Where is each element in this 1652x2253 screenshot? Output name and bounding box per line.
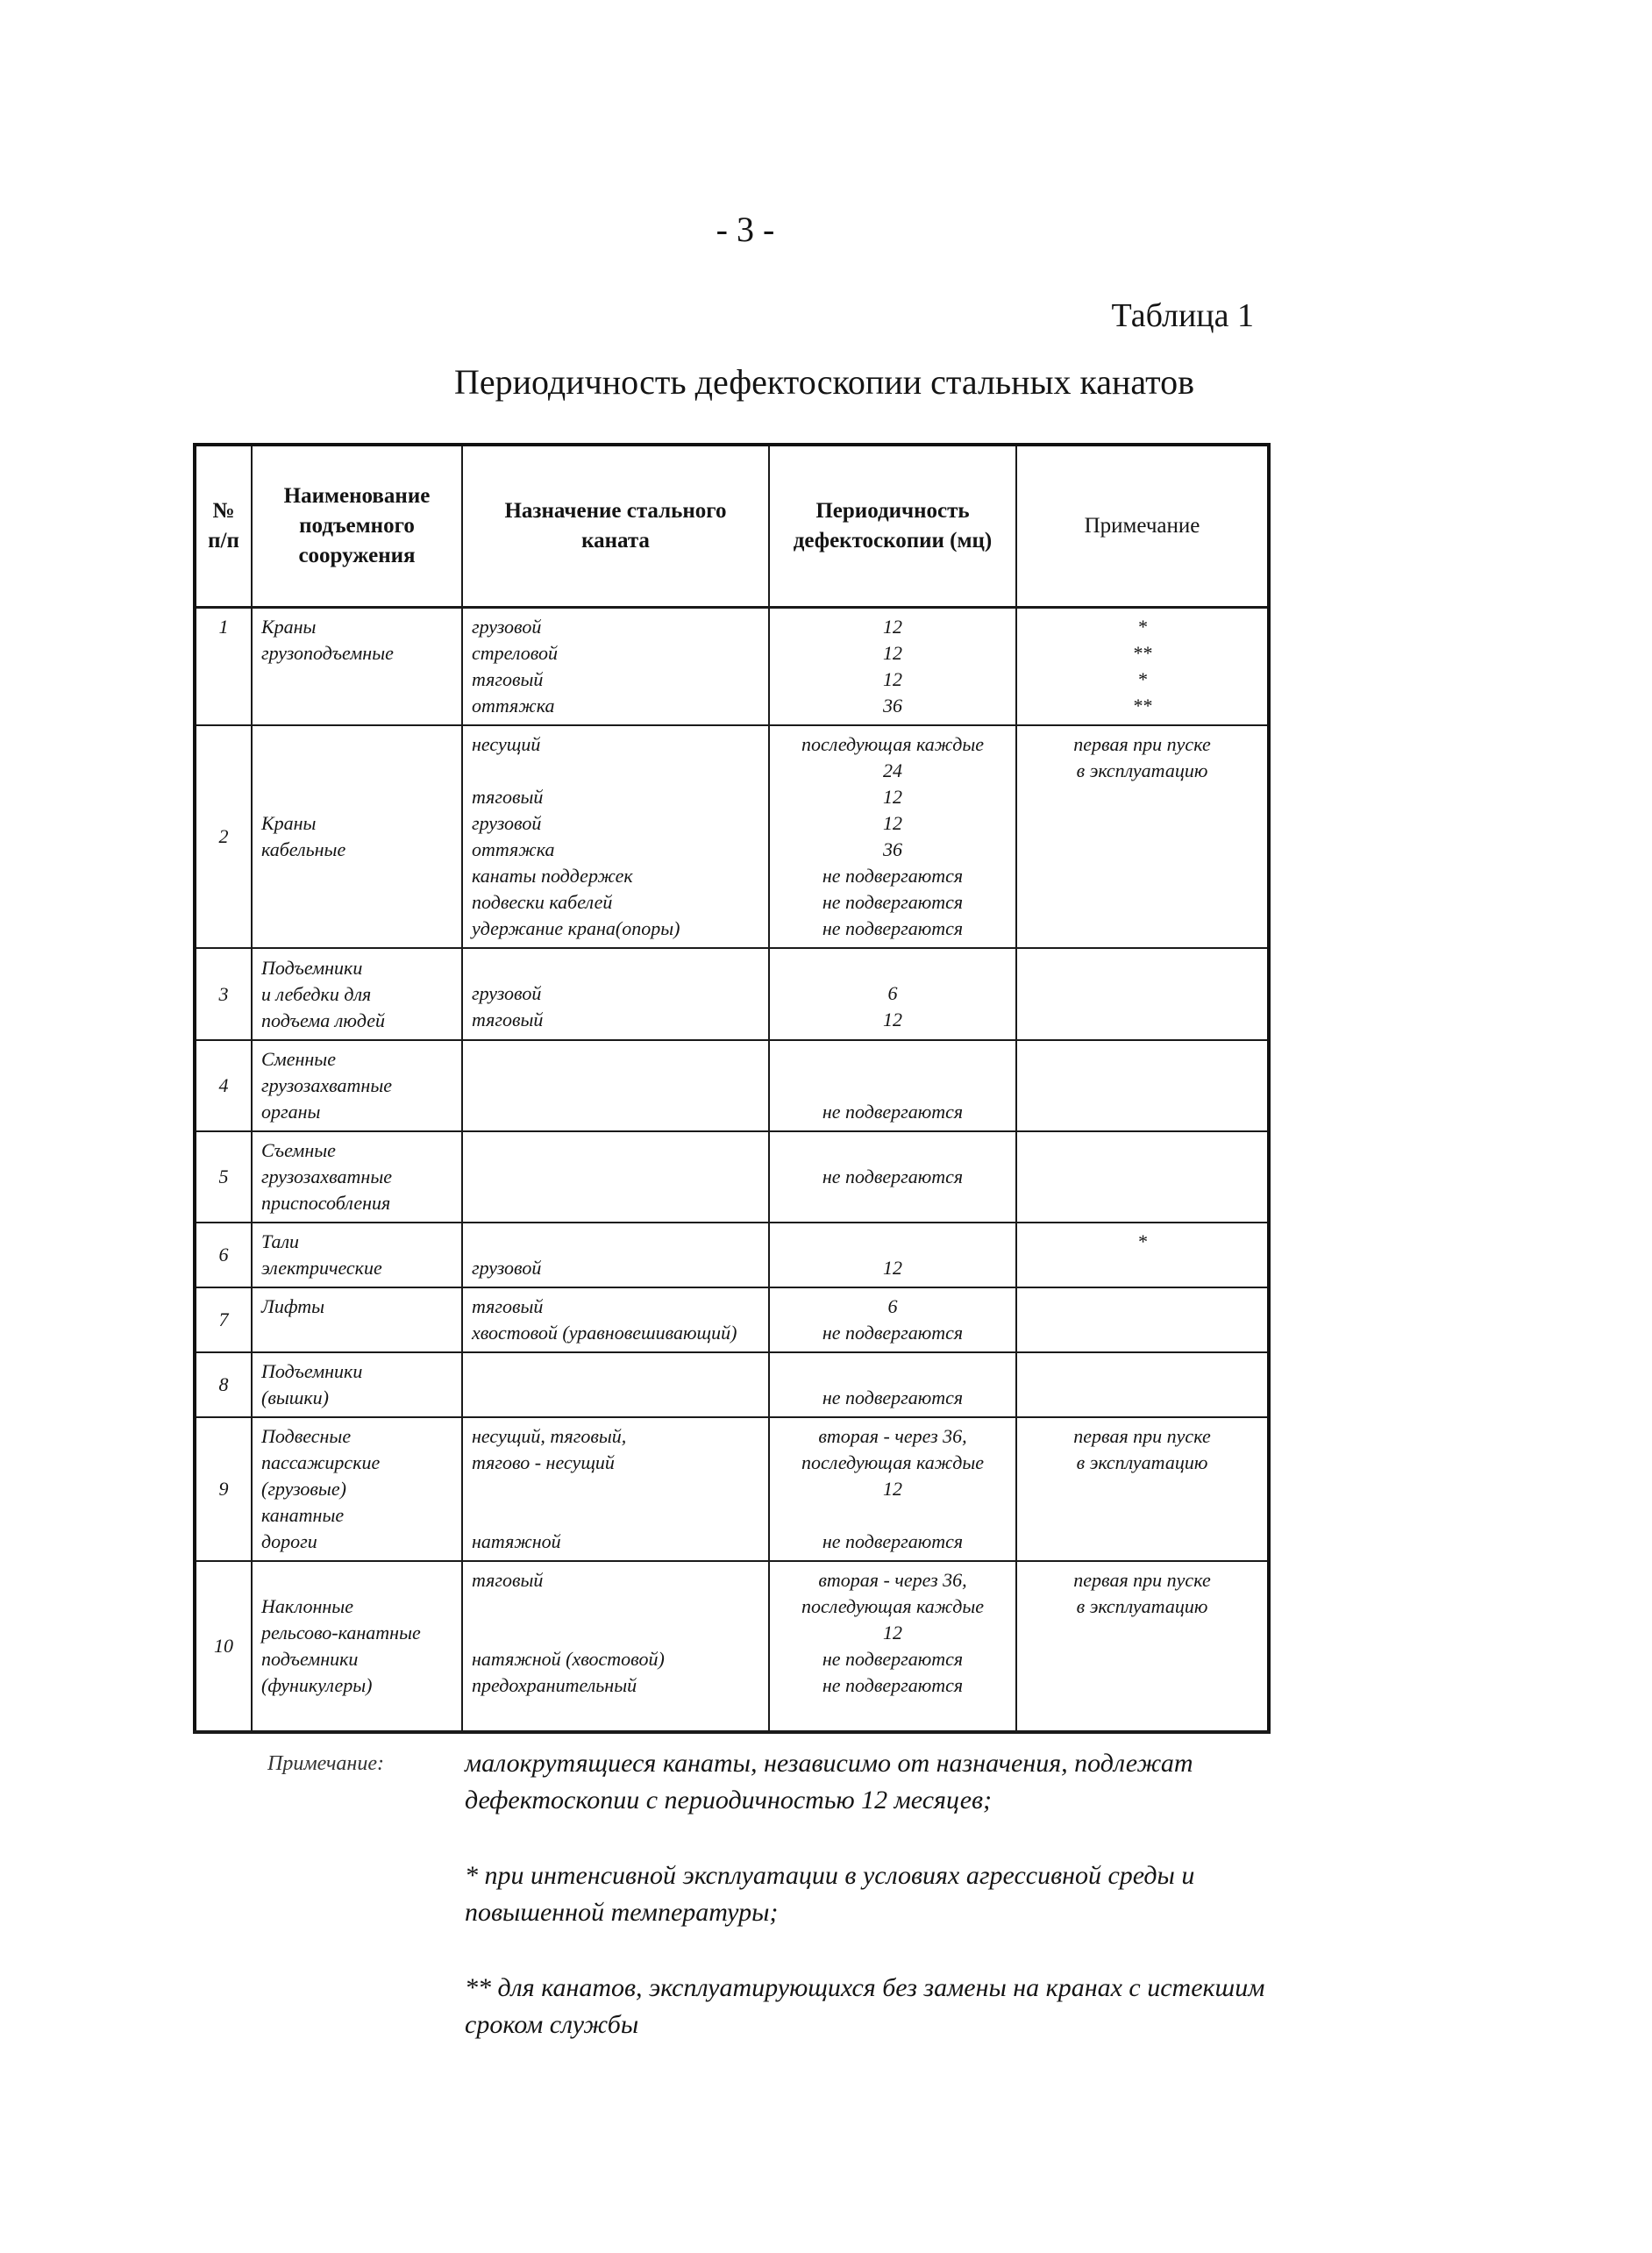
- rope-purpose-line: оттяжка: [472, 838, 555, 860]
- inspection-period-line: не подвергаются: [822, 1166, 964, 1187]
- table-row: [195, 1131, 1269, 1223]
- row-number: 7: [195, 1287, 252, 1352]
- row-note-line: первая при пуске: [1073, 1569, 1211, 1591]
- crane-name-line: Лифты: [261, 1295, 325, 1317]
- crane-name: [252, 1417, 462, 1561]
- rope-purpose-line: тяговый: [472, 786, 544, 808]
- inspection-period-line: 12: [883, 1478, 902, 1500]
- rope-purpose-line: канаты поддержек: [472, 865, 633, 887]
- inspection-period-line: [779, 1502, 1007, 1529]
- rope-purpose-line: хвостовой (уравновешивающий): [472, 1322, 737, 1344]
- crane-name-line: канатные: [261, 1504, 345, 1526]
- rope-purpose-line: тяговый: [472, 668, 544, 690]
- crane-name-line: грузоподъемные: [261, 642, 394, 664]
- rope-purpose-line: тягово - несущий: [472, 1451, 615, 1473]
- crane-name-line: приспособления: [261, 1192, 391, 1214]
- header-name: Наименование подъемного сооружения: [252, 445, 462, 608]
- table-row: [195, 1352, 1269, 1417]
- inspection-period-line: 12: [883, 1009, 902, 1030]
- row-note-line: в эксплуатацию: [1076, 1595, 1208, 1617]
- crane-name-line: и лебедки для: [261, 982, 372, 1005]
- rope-purpose-line: грузовой: [472, 1257, 542, 1279]
- crane-name: [252, 608, 462, 726]
- crane-name-line: (фуникулеры): [261, 1674, 373, 1696]
- rope-purpose: [462, 1287, 769, 1352]
- crane-name-line: (вышки): [261, 1387, 329, 1408]
- table-header-row: [195, 445, 1269, 608]
- crane-name-line: Сменные: [261, 1048, 336, 1070]
- row-note: [1016, 1223, 1269, 1287]
- inspection-period-line: [779, 1358, 1007, 1385]
- row-note: [1016, 1352, 1269, 1417]
- inspection-period-line: 36: [883, 838, 902, 860]
- rope-purpose: [462, 1417, 769, 1561]
- rope-purpose-line: грузовой: [472, 616, 542, 638]
- crane-name: [252, 1131, 462, 1223]
- rope-purpose-line: [472, 1593, 759, 1620]
- footnote-3: ** для канатов, эксплуатирующихся без замены на кранах с истекшим сроком службы: [465, 1973, 1265, 2039]
- row-note-line: **: [1132, 695, 1152, 717]
- inspection-period-line: 12: [883, 642, 902, 664]
- inspection-period: [769, 1561, 1016, 1732]
- rope-purpose-line: грузовой: [472, 982, 542, 1004]
- crane-name-line: подъема людей: [261, 1009, 385, 1031]
- inspection-period: [769, 1417, 1016, 1561]
- rope-purpose-line: [472, 758, 759, 784]
- row-note: [1016, 1417, 1269, 1561]
- row-note: [1016, 948, 1269, 1040]
- rope-purpose-line: несущий: [472, 733, 541, 755]
- row-number: 9: [195, 1417, 252, 1561]
- inspection-period-line: 12: [883, 616, 902, 638]
- rope-purpose-line: [472, 1476, 759, 1502]
- inspection-period: [769, 725, 1016, 948]
- crane-name-line: пассажирские: [261, 1451, 381, 1473]
- row-note-line: в эксплуатацию: [1076, 1451, 1208, 1473]
- rope-purpose: [462, 725, 769, 948]
- row-note-line: первая при пуске: [1073, 733, 1211, 755]
- row-note: [1016, 1561, 1269, 1732]
- crane-name-line: Подвесные: [261, 1425, 352, 1447]
- rope-purpose-line: предохранительный: [472, 1674, 637, 1696]
- table-row: [195, 1040, 1269, 1131]
- rope-purpose-line: тяговый: [472, 1569, 544, 1591]
- crane-name: [252, 1287, 462, 1352]
- crane-name-line: Подъемники: [261, 956, 363, 979]
- rope-purpose: [462, 1223, 769, 1287]
- crane-name-line: грузозахватные: [261, 1074, 392, 1096]
- inspection-period-line: 36: [883, 695, 902, 717]
- table-label: Таблица 1: [1111, 297, 1254, 334]
- row-number: 2: [195, 725, 252, 948]
- rope-purpose-line: [472, 1502, 759, 1529]
- crane-name: [252, 1352, 462, 1417]
- inspection-period: [769, 1223, 1016, 1287]
- rope-purpose-line: оттяжка: [472, 695, 555, 717]
- row-note-line: **: [1132, 642, 1152, 664]
- row-number: 10: [195, 1561, 252, 1732]
- row-note: [1016, 1131, 1269, 1223]
- row-note-line: *: [1137, 616, 1147, 638]
- rope-purpose-line: тяговый: [472, 1295, 544, 1317]
- header-num: № п/п: [195, 445, 252, 608]
- row-note-line: первая при пуске: [1073, 1425, 1211, 1447]
- table-row: [195, 1417, 1269, 1561]
- document-title: Периодичность дефектоскопии стальных канатов: [453, 362, 1194, 402]
- inspection-period: [769, 1040, 1016, 1131]
- footnote-2: * при интенсивной эксплуатации в условиях агрессивной среды и повышенной температуры;: [465, 1861, 1195, 1927]
- row-number: 1: [195, 608, 252, 726]
- inspection-period-line: [779, 1137, 1007, 1164]
- table-row: [195, 1287, 1269, 1352]
- row-number: 3: [195, 948, 252, 1040]
- inspection-period-line: последующая каждые: [801, 1595, 985, 1617]
- crane-name: [252, 725, 462, 948]
- inspection-period-line: [779, 1073, 1007, 1099]
- inspection-period-line: не подвергаются: [822, 1648, 964, 1670]
- inspection-period-line: не подвергаются: [822, 1674, 964, 1696]
- row-note: [1016, 1287, 1269, 1352]
- crane-name-line: дороги: [261, 1530, 317, 1552]
- rope-purpose: [462, 1352, 769, 1417]
- inspection-period-line: не подвергаются: [822, 891, 964, 913]
- inspection-period: [769, 608, 1016, 726]
- crane-name-line: органы: [261, 1101, 321, 1123]
- inspection-period: [769, 1287, 1016, 1352]
- row-note: [1016, 1040, 1269, 1131]
- inspection-period-line: 12: [883, 668, 902, 690]
- crane-name-line: кабельные: [261, 838, 346, 860]
- crane-name: [252, 948, 462, 1040]
- rope-purpose-line: [472, 1229, 759, 1255]
- inspection-period-line: 6: [887, 1295, 898, 1317]
- inspection-period-line: [779, 1046, 1007, 1073]
- rope-purpose: [462, 608, 769, 726]
- inspection-period-line: последующая каждые: [801, 1451, 985, 1473]
- rope-purpose: [462, 1561, 769, 1732]
- table-row: [195, 948, 1269, 1040]
- inspection-period: [769, 948, 1016, 1040]
- inspection-period: [769, 1352, 1016, 1417]
- inspection-period-line: 12: [883, 812, 902, 834]
- inspection-period-line: не подвергаются: [822, 1101, 964, 1123]
- row-number: 5: [195, 1131, 252, 1223]
- row-note: [1016, 608, 1269, 726]
- crane-name-line: Наклонные: [261, 1595, 353, 1617]
- inspection-period-line: [779, 1229, 1007, 1255]
- crane-name-line: Съемные: [261, 1139, 336, 1161]
- row-number: 4: [195, 1040, 252, 1131]
- inspection-period-line: 12: [883, 1257, 902, 1279]
- header-note: Примечание: [1016, 445, 1269, 608]
- inspection-period-line: вторая - через 36,: [818, 1425, 967, 1447]
- inspection-period-line: 12: [883, 786, 902, 808]
- inspection-period: [769, 1131, 1016, 1223]
- rope-purpose-line: удержание крана(опоры): [472, 917, 680, 939]
- rope-purpose-line: подвески кабелей: [472, 891, 613, 913]
- rope-purpose-line: натяжной (хвостовой): [472, 1648, 665, 1670]
- inspection-period-line: не подвергаются: [822, 1387, 964, 1408]
- crane-name-line: Краны: [261, 616, 317, 638]
- crane-name-line: Тали: [261, 1230, 300, 1252]
- rope-purpose: [462, 1040, 769, 1131]
- header-purpose: Назначение стального каната: [462, 445, 769, 608]
- table-row: [195, 1223, 1269, 1287]
- crane-name-line: подъемники: [261, 1648, 359, 1670]
- rope-purpose-line: натяжной: [472, 1530, 561, 1552]
- table-row: [195, 608, 1269, 726]
- inspection-period-line: не подвергаются: [822, 1322, 964, 1344]
- row-note-line: *: [1137, 668, 1147, 690]
- crane-name-line: Подъемники: [261, 1360, 363, 1382]
- page-number: - 3 -: [716, 210, 775, 249]
- inspection-period-line: не подвергаются: [822, 917, 964, 939]
- row-note: [1016, 725, 1269, 948]
- rope-purpose: [462, 1131, 769, 1223]
- header-period: Периодичность дефектоскопии (мц): [769, 445, 1016, 608]
- inspection-period-line: не подвергаются: [822, 1530, 964, 1552]
- rope-inspection-table: [193, 443, 1271, 1734]
- row-note-line: в эксплуатацию: [1076, 759, 1208, 781]
- inspection-period-line: 12: [883, 1622, 902, 1643]
- crane-name-line: рельсово-канатные: [261, 1622, 421, 1643]
- rope-purpose-line: тяговый: [472, 1009, 544, 1030]
- rope-purpose-line: [472, 954, 759, 980]
- rope-purpose-line: несущий, тяговый,: [472, 1425, 627, 1447]
- row-note-line: *: [1137, 1230, 1147, 1252]
- row-number: 6: [195, 1223, 252, 1287]
- crane-name: [252, 1223, 462, 1287]
- rope-purpose-line: стреловой: [472, 642, 558, 664]
- rope-purpose: [462, 948, 769, 1040]
- crane-name: [252, 1561, 462, 1732]
- rope-purpose-line: грузовой: [472, 812, 542, 834]
- row-number: 8: [195, 1352, 252, 1417]
- inspection-period-line: 6: [887, 982, 898, 1004]
- crane-name-line: грузозахватные: [261, 1166, 392, 1187]
- inspection-period-line: не подвергаются: [822, 865, 964, 887]
- table-row: [195, 725, 1269, 948]
- inspection-period-line: [779, 954, 1007, 980]
- inspection-period-line: вторая - через 36,: [818, 1569, 967, 1591]
- inspection-period-line: 24: [883, 759, 902, 781]
- table-row: [195, 1561, 1269, 1732]
- inspection-period-line: последующая каждые: [801, 733, 985, 755]
- footnote-label: Примечание:: [267, 1752, 384, 1775]
- rope-purpose-line: [472, 1620, 759, 1646]
- crane-name-line: (грузовые): [261, 1478, 346, 1500]
- footnote-1: малокрутящиеся канаты, независимо от назначения, подлежат дефектоскопии с периодичностью 12 месяцев;: [465, 1749, 1193, 1815]
- crane-name-line: электрические: [261, 1257, 382, 1279]
- crane-name: [252, 1040, 462, 1131]
- crane-name-line: Краны: [261, 812, 317, 834]
